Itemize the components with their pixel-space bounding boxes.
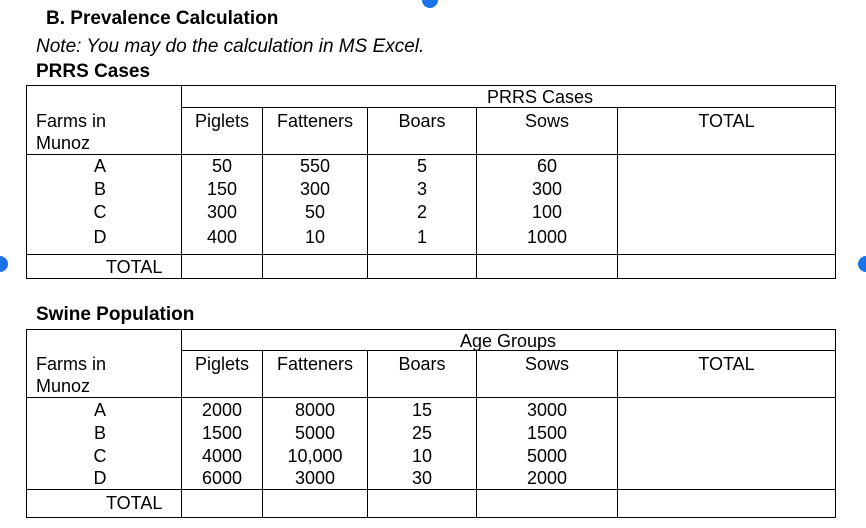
cell-boars: 10: [411, 446, 433, 466]
total-row-label: TOTAL: [106, 257, 163, 277]
cell-sows: 1500: [526, 423, 568, 443]
selection-handle-top[interactable]: [422, 0, 438, 8]
col-header-total: TOTAL: [698, 354, 755, 374]
selection-handle-left[interactable]: [0, 256, 8, 272]
group-header: PRRS Cases: [486, 87, 594, 107]
cell-fatteners: 8000: [294, 400, 336, 420]
farm-label: A: [93, 400, 106, 420]
cell-piglets: 400: [206, 227, 238, 247]
prrs-table-title: PRRS Cases: [36, 61, 151, 82]
col-header-sows: Sows: [524, 354, 569, 374]
cell-boars: 30: [411, 468, 433, 488]
cell-fatteners: 550: [299, 156, 331, 176]
cell-fatteners: 10: [304, 227, 326, 247]
col-header-piglets: Piglets: [194, 354, 250, 374]
farm-label: A: [93, 156, 106, 176]
group-header: Age Groups: [459, 331, 557, 351]
farm-label: D: [93, 227, 107, 247]
total-row-label: TOTAL: [106, 493, 163, 513]
selection-handle-right[interactable]: [858, 256, 866, 272]
cell-boars: 2: [416, 202, 427, 222]
cell-piglets: 300: [206, 202, 238, 222]
cell-boars: 5: [416, 156, 427, 176]
farm-header-line2: Munoz: [36, 376, 91, 396]
note-text: Note: You may do the calculation in MS Excel.: [36, 36, 425, 57]
col-header-sows: Sows: [524, 111, 569, 131]
cell-sows: 1000: [526, 227, 568, 247]
cell-sows: 60: [536, 156, 558, 176]
cell-sows: 3000: [526, 400, 568, 420]
col-header-fatteners: Fatteners: [276, 111, 354, 131]
cell-piglets: 6000: [201, 468, 243, 488]
farm-label: B: [93, 423, 106, 443]
cell-boars: 25: [411, 423, 433, 443]
farm-header-line2: Munoz: [36, 133, 91, 153]
cell-piglets: 4000: [201, 446, 243, 466]
col-header-boars: Boars: [398, 111, 446, 131]
cell-boars: 15: [411, 400, 433, 420]
cell-fatteners: 5000: [294, 423, 336, 443]
farm-label: C: [93, 446, 107, 466]
cell-sows: 100: [531, 202, 563, 222]
cell-fatteners: 3000: [294, 468, 336, 488]
cell-fatteners: 50: [304, 202, 326, 222]
section-title: B. Prevalence Calculation: [46, 8, 279, 29]
cell-piglets: 1500: [201, 423, 243, 443]
cell-piglets: 150: [206, 179, 238, 199]
col-header-fatteners: Fatteners: [276, 354, 354, 374]
cell-piglets: 2000: [201, 400, 243, 420]
col-header-piglets: Piglets: [194, 111, 250, 131]
farm-label: C: [93, 202, 107, 222]
farm-header-line1: Farms in: [36, 111, 107, 131]
cell-sows: 5000: [526, 446, 568, 466]
farm-header-line1: Farms in: [36, 354, 107, 374]
cell-fatteners: 10,000: [287, 446, 343, 466]
col-header-total: TOTAL: [698, 111, 755, 131]
cell-sows: 300: [531, 179, 563, 199]
col-header-boars: Boars: [398, 354, 446, 374]
cell-boars: 3: [416, 179, 427, 199]
farm-label: B: [93, 179, 106, 199]
cell-piglets: 50: [211, 156, 233, 176]
cell-fatteners: 300: [299, 179, 331, 199]
swine-table-title: Swine Population: [36, 304, 195, 325]
cell-sows: 2000: [526, 468, 568, 488]
cell-boars: 1: [416, 227, 427, 247]
farm-label: D: [93, 468, 107, 488]
